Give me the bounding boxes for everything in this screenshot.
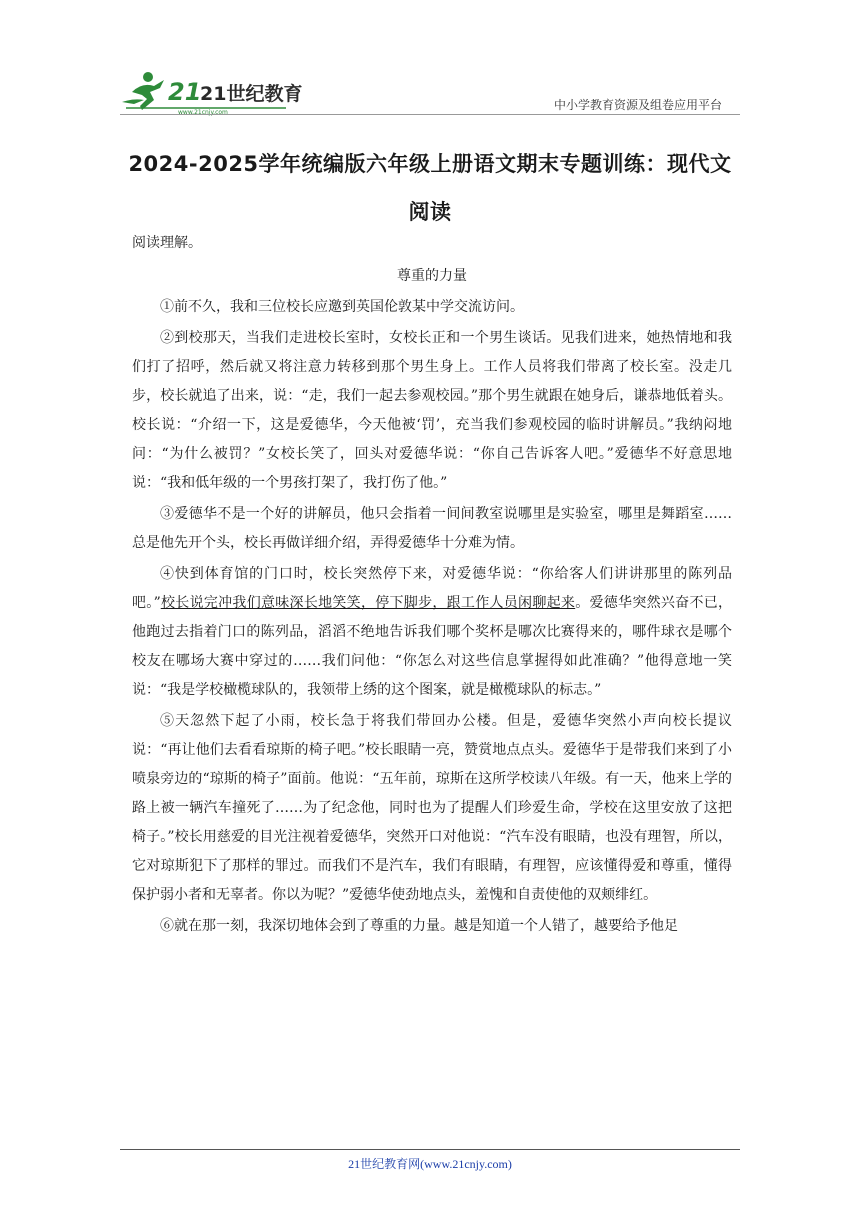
underlined-sentence: 校长说完冲我们意味深长地笑笑，停下脚步，跟工作人员闲聊起来 [160, 595, 576, 611]
footer-link[interactable]: 21世纪教育网(www.21cnjy.com) [348, 1157, 512, 1171]
document-title: 2024-2025学年统编版六年级上册语文期末专题训练：现代文阅读 [128, 152, 732, 224]
paragraph-6: ⑥就在那一刻，我深切地体会到了尊重的力量。越是知道一个人错了，越要给予他足 [160, 918, 678, 934]
paragraph-4-start: ④快到体育馆的门口时，校长突然停下来，对爱德华说：“你给客人们讲讲那里的陈列品吧。” [132, 566, 732, 611]
footer-divider [120, 1149, 740, 1150]
logo-url: www.21cnjy.com [178, 109, 228, 116]
reading-passage [132, 262, 732, 941]
21cnjy-logo [120, 70, 303, 116]
paragraph-4 [132, 560, 732, 705]
page-header [120, 60, 740, 120]
logo-wordmark: 21世纪教育 [200, 83, 303, 105]
paragraph-5: ⑤天忽然下起了小雨，校长急于将我们带回办公楼。但是，爱德华突然小声向校长提议说：“再让他们去看看琼斯的椅子吧。”校长眼睛一亮，赞赏地点点头。爱德华于是带我们来到了小喷泉旁边的“琼斯的椅子”面前。他说：“五年前，琼斯在这所学校读八年级。有一天，他来上学的路上被一辆汽车撞死了……为了纪念他，同时也为了提醒人们珍爱生命，学校在这里安放了这把椅子。”校长用慈爱的目光注视着爱德华，突然开口对他说：“汽车没有眼睛，也没有理智，所以，它对琼斯犯下了那样的罪过。而我们不是汽车，我们有眼睛，有理智，应该懂得爱和尊重，懂得保护弱小者和无辜者。你以为呢？”爱德华使劲地点头，羞愧和自责使他的双颊绯红。 [132, 713, 732, 903]
platform-label: 中小学教育资源及组卷应用平台 [553, 98, 722, 112]
header-divider [120, 114, 740, 115]
instruction-text: 阅读理解。 [132, 235, 202, 251]
svg-text:21: 21 [168, 78, 202, 106]
paragraph-4-end: 。爱德华突然兴奋不已，他跑过去指着门口的陈列品，滔滔不绝地告诉我们哪个奖杯是哪次比赛得来的，哪件球衣是哪个校友在哪场大赛中穿过的……我们问他：“你怎么对这些信息掌握得如此准确？”他得意地一笑说：“我是学校橄榄球队的，我领带上绣的这个图案，就是橄榄球队的标志。” [132, 595, 733, 698]
paragraph-3: ③爱德华不是一个好的讲解员，他只会指着一间间教室说哪里是实验室，哪里是舞蹈室……总是他先开个头，校长再做详细介绍，弄得爱德华十分难为情。 [132, 506, 732, 551]
passage-title: 尊重的力量 [397, 268, 467, 284]
paragraph-2: ②到校那天，当我们走进校长室时，女校长正和一个男生谈话。见我们进来，她热情地和我们打了招呼，然后就又将注意力转移到那个男生身上。工作人员将我们带离了校长室。没走几步，校长就追了出来，说：“走，我们一起去参观校园。”那个男生就跟在她身后，谦恭地低着头。校长说：“介绍一下，这是爱德华，今天他被‘罚’，充当我们参观校园的临时讲解员。”我纳闷地问：“为什么被罚？”女校长笑了，回头对爱德华说：“你自己告诉客人吧。”爱德华不好意思地说：“我和低年级的一个男孩打架了，我打伤了他。” [132, 330, 732, 491]
paragraph-1: ①前不久，我和三位校长应邀到英国伦敦某中学交流访问。 [160, 299, 524, 315]
